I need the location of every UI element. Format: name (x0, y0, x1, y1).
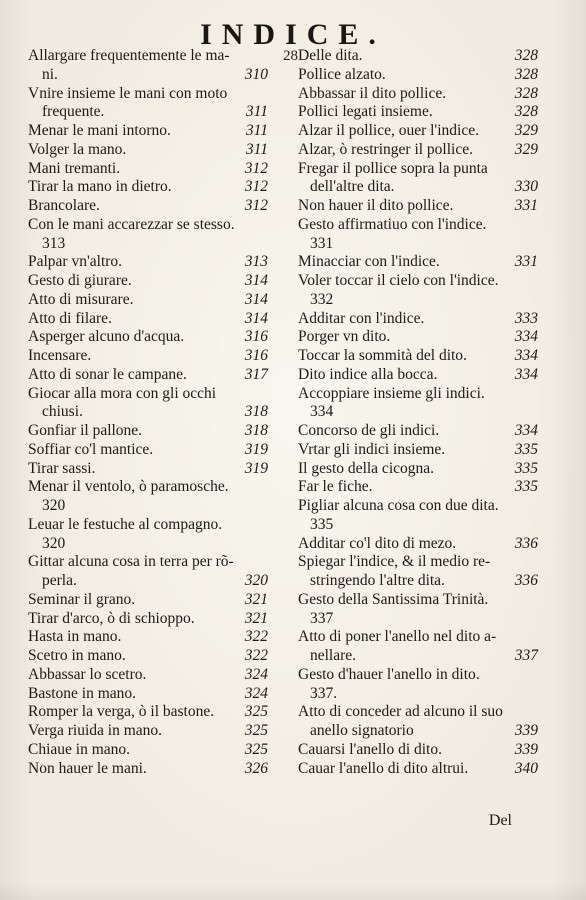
index-entry-page: 311 (245, 140, 268, 158)
index-entry-page: 316 (244, 347, 268, 364)
index-entry-text: Hasta in mano. (28, 628, 122, 646)
index-entry (28, 235, 268, 254)
index-entry (298, 760, 538, 779)
index-entry-page: 312 (244, 159, 268, 177)
index-entry-page: 334 (514, 328, 538, 346)
index-entry-text: Alzar il pollice, ouer l'indice. (298, 122, 479, 139)
index-entry (28, 347, 268, 366)
index-entry-text: chiusi. (42, 403, 83, 421)
index-entry (298, 441, 538, 460)
index-entry (28, 47, 268, 66)
index-entry (298, 741, 538, 760)
index-entry-page: 337 (514, 647, 538, 664)
index-entry (298, 628, 538, 647)
index-entry (28, 610, 268, 629)
index-entry (28, 85, 268, 104)
index-entry-text: dell'altre dita. (310, 178, 395, 196)
index-entry (28, 591, 268, 610)
index-entry-text: perla. (42, 572, 77, 589)
gutter-mark: 28 (283, 48, 298, 64)
index-entry-page: 314 (244, 272, 268, 289)
index-entry-text: Abbassar lo scetro. (28, 665, 147, 683)
index-entry-page: 336 (514, 534, 538, 552)
index-entry-text: Delle dita. (298, 47, 363, 64)
index-entry-text: Vrtar gli indici insieme. (298, 440, 446, 458)
index-entry-text: Voler toccar il cielo con l'indice. (298, 272, 499, 289)
index-entry-page: 336 (514, 572, 538, 589)
index-entry-text: Toccar la sommità del dito. (298, 347, 467, 364)
index-entry-page: 310 (244, 65, 268, 83)
index-entry (28, 216, 268, 235)
index-entry (298, 328, 538, 347)
index-entry-text: Verga riuida in mano. (28, 722, 163, 739)
index-entry-page: 322 (244, 647, 268, 664)
index-entry-page: 326 (244, 759, 268, 777)
index-entry-page: 319 (244, 459, 268, 477)
index-entry (28, 253, 268, 272)
index-column-left (28, 47, 268, 778)
index-entry-page: 314 (244, 290, 268, 308)
index-entry-text: 335 (310, 515, 334, 533)
index-entry (28, 122, 268, 141)
index-entry-page: 340 (514, 759, 538, 777)
index-entry-text: 334 (310, 403, 334, 421)
index-entry-text: Seminar il grano. (28, 590, 136, 608)
index-entry-page: 339 (514, 722, 538, 739)
index-entry (28, 535, 268, 554)
index-entry (298, 122, 538, 141)
index-entry-page: 325 (244, 722, 268, 739)
index-entry-text: Fregar il pollice sopra la punta (298, 159, 488, 177)
index-entry (298, 272, 538, 291)
index-column-right (298, 47, 538, 778)
index-entry-page: 334 (514, 365, 538, 383)
index-entry-page: 334 (514, 347, 538, 364)
index-entry (298, 591, 538, 610)
index-entry-text: Menar le mani intorno. (28, 122, 171, 139)
index-entry-page: 324 (244, 684, 268, 702)
index-entry-text: Vnire insieme le mani con moto (28, 84, 228, 102)
index-entry-text: Allargare frequentemente le ma- (28, 47, 230, 64)
index-entry (298, 516, 538, 535)
index-entry (298, 703, 538, 722)
index-entry-text: Giocar alla mora con gli occhi (28, 384, 217, 402)
index-entry (298, 235, 538, 254)
index-entry-text: Soffiar co'l mantice. (28, 440, 154, 458)
index-entry (28, 460, 268, 479)
index-entry (298, 385, 538, 404)
index-entry-text: Tirar sassi. (28, 459, 96, 477)
index-entry-text: Tirar la mano in dietro. (28, 178, 172, 196)
index-entry-text: Porger vn dito. (298, 328, 391, 346)
index-entry-text: Additar con l'indice. (298, 309, 425, 327)
index-entry-text: Scetro in mano. (28, 647, 126, 664)
index-entry (28, 272, 268, 291)
index-entry (298, 85, 538, 104)
index-entry (28, 178, 268, 197)
index-entry-page: 335 (514, 440, 538, 458)
index-entry-text: 313 (42, 234, 66, 252)
index-entry (28, 516, 268, 535)
index-entry-text: Atto di filare. (28, 309, 112, 327)
index-entry-text: Con le mani accarezzar se stesso. (28, 215, 235, 233)
index-entry-page: 328 (514, 65, 538, 83)
index-entry-page: 317 (244, 365, 268, 383)
index-entry-page: 314 (244, 309, 268, 327)
index-entry (298, 610, 538, 629)
index-entry-text: Cauar l'anello di dito altrui. (298, 759, 469, 777)
index-entry (28, 628, 268, 647)
index-entry-page: 328 (514, 84, 538, 102)
index-entry (298, 216, 538, 235)
index-entry-text: Gesto d'hauer l'anello in dito. (298, 665, 480, 683)
index-entry-text: Volger la mano. (28, 140, 127, 158)
index-entry-text: Non hauer le mani. (28, 759, 147, 777)
index-entry-text: Pollice alzato. (298, 65, 386, 83)
index-entry-text: Accoppiare insieme gli indici. (298, 384, 485, 402)
index-entry-page: 322 (244, 628, 268, 646)
index-entry (28, 66, 268, 85)
index-entry (298, 197, 538, 216)
index-entry-text: Dito indice alla bocca. (298, 365, 438, 383)
index-entry (28, 722, 268, 741)
page-title: INDICE. (200, 18, 386, 51)
index-entry (298, 291, 538, 310)
index-entry-text: 320 (42, 534, 66, 552)
index-entry (28, 366, 268, 385)
index-entry (28, 197, 268, 216)
index-entry (298, 103, 538, 122)
index-entry (298, 478, 538, 497)
index-entry (298, 403, 538, 422)
index-entry-page: 331 (514, 253, 538, 271)
index-entry-text: 332 (310, 290, 334, 308)
index-entry (28, 760, 268, 779)
index-entry (28, 328, 268, 347)
index-entry-text: Cauarsi l'anello di dito. (298, 740, 442, 758)
index-entry (298, 178, 538, 197)
index-entry (298, 253, 538, 272)
index-entry (28, 572, 268, 591)
index-entry-text: Brancolare. (28, 197, 100, 214)
index-entry-page: 330 (514, 178, 538, 196)
index-entry-page: 320 (244, 572, 268, 589)
index-entry-page: 312 (244, 178, 268, 196)
index-entry (28, 103, 268, 122)
index-entry (298, 553, 538, 572)
index-entry-text: Gesto di giurare. (28, 272, 132, 289)
index-entry (298, 572, 538, 591)
index-entry-page: 321 (244, 609, 268, 627)
index-entry-text: Chiaue in mano. (28, 740, 131, 758)
index-entry-text: Leuar le festuche al compagno. (28, 515, 223, 533)
index-entry (298, 666, 538, 685)
index-entry-page: 324 (244, 665, 268, 683)
page-bottom-shade (0, 882, 586, 900)
index-entry-text: Atto di misurare. (28, 290, 134, 308)
index-entry-text: 331 (310, 234, 334, 252)
index-entry-page: 335 (514, 459, 538, 477)
index-entry-page: 328 (514, 103, 538, 121)
index-entry-text: Atto di conceder ad alcuno il suo (298, 703, 503, 721)
index-entry-text: Far le fiche. (298, 478, 373, 496)
index-entry-text: Atto di sonar le campane. (28, 365, 187, 383)
index-entry (298, 535, 538, 554)
index-entry (298, 160, 538, 179)
index-entry-text: Pigliar alcuna cosa con due dita. (298, 497, 499, 514)
index-entry-page: 325 (244, 740, 268, 758)
index-entry (28, 422, 268, 441)
index-entry-page: 312 (244, 197, 268, 214)
index-entry-page: 333 (514, 309, 538, 327)
index-entry (298, 685, 538, 704)
index-entry-text: frequente. (42, 103, 105, 121)
index-entry-text: Asperger alcuno d'acqua. (28, 328, 185, 346)
index-entry-text: 337 (310, 609, 334, 627)
index-entry-text: Non hauer il dito pollice. (298, 197, 454, 214)
index-entry-text: Romper la verga, ò il bastone. (28, 703, 215, 721)
index-entry-page: 311 (245, 122, 268, 139)
index-entry (28, 141, 268, 160)
index-entry (298, 47, 538, 66)
index-entry (28, 441, 268, 460)
index-entry-text: Incensare. (28, 347, 92, 364)
index-entry (298, 647, 538, 666)
index-entry (28, 160, 268, 179)
index-entry-text: Pollici legati insieme. (298, 103, 433, 121)
index-entry-page: 328 (514, 47, 538, 64)
index-entry-page: 329 (514, 122, 538, 139)
index-entry-text: Gesto affirmatiuo con l'indice. (298, 215, 487, 233)
index-entry (298, 722, 538, 741)
index-entry-text: nellare. (310, 647, 357, 664)
index-entry-text: Menar il ventolo, ò paramosche. (28, 478, 229, 496)
index-entry-page: 318 (244, 422, 268, 439)
index-entry-text: Gonfiar il pallone. (28, 422, 143, 439)
index-entry-text: Concorso de gli indici. (298, 422, 440, 439)
index-entry (298, 310, 538, 329)
index-entry (298, 366, 538, 385)
index-entry (28, 310, 268, 329)
index-entry-page: 331 (514, 197, 538, 214)
index-entry-page: 313 (244, 253, 268, 271)
index-entry-text: ni. (42, 65, 58, 83)
index-entry-text: Mani tremanti. (28, 159, 121, 177)
index-entry-page: 318 (244, 403, 268, 421)
index-entry (28, 291, 268, 310)
index-entry-text: Abbassar il dito pollice. (298, 84, 447, 102)
index-entry-text: Gittar alcuna cosa in terra per rõ- (28, 553, 234, 571)
index-entry-text: 320 (42, 497, 66, 514)
index-entry (298, 422, 538, 441)
index-entry-text: 337. (310, 684, 338, 702)
index-entry (28, 478, 268, 497)
index-entry-page: 316 (244, 328, 268, 346)
index-entry-page: 321 (244, 590, 268, 608)
index-entry (28, 666, 268, 685)
index-entry (28, 553, 268, 572)
index-entry-text: Spiegar l'indice, & il medio re- (298, 553, 491, 571)
index-entry-page: 319 (244, 440, 268, 458)
index-entry (28, 741, 268, 760)
index-entry-text: Palpar vn'altro. (28, 253, 123, 271)
index-entry-text: Alzar, ò restringer il pollice. (298, 140, 473, 158)
index-entry (298, 497, 538, 516)
index-entry-text: Gesto della Santissima Trinità. (298, 590, 489, 608)
index-entry-text: Minacciar con l'indice. (298, 253, 440, 271)
index-entry-page: 311 (245, 103, 268, 121)
index-entry (28, 403, 268, 422)
index-entry (298, 141, 538, 160)
index-entry-text: stringendo l'altre dita. (310, 572, 445, 589)
index-entry (28, 385, 268, 404)
index-entry-text: anello signatorio (310, 722, 414, 739)
index-entry-page: 325 (244, 703, 268, 721)
index-entry (28, 703, 268, 722)
index-entry-page: 334 (514, 422, 538, 439)
index-entry (28, 497, 268, 516)
catchword: Del (488, 812, 512, 829)
index-entry-page: 339 (514, 740, 538, 758)
index-entry-text: Il gesto della cicogna. (298, 459, 435, 477)
index-entry-page: 335 (514, 478, 538, 496)
index-entry (28, 685, 268, 704)
index-entry (298, 66, 538, 85)
index-entry-page: 329 (514, 140, 538, 158)
index-entry (28, 647, 268, 666)
index-entry (298, 460, 538, 479)
index-entry-text: Atto di poner l'anello nel dito a- (298, 628, 497, 646)
index-entry (298, 347, 538, 366)
index-entry-text: Tirar d'arco, ò di schioppo. (28, 609, 195, 627)
index-entry-text: Bastone in mano. (28, 684, 137, 702)
index-entry-text: Additar co'l dito di mezo. (298, 534, 457, 552)
